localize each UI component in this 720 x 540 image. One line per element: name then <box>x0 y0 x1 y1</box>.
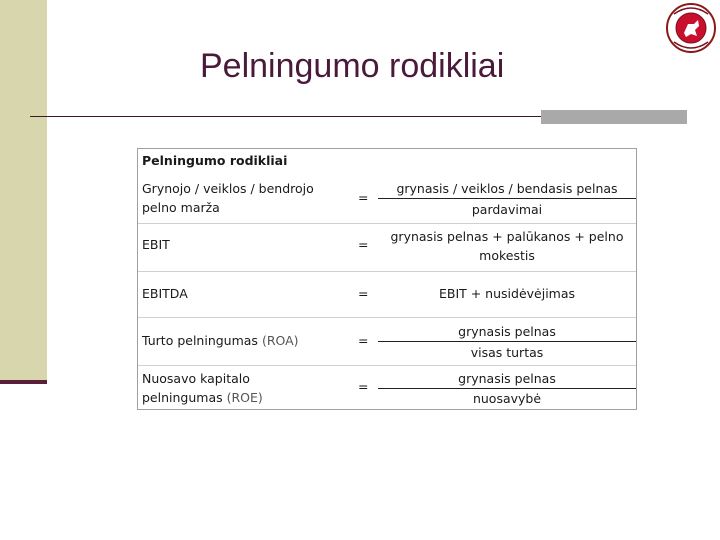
formula-denominator: nuosavybė <box>472 391 542 406</box>
left-accent-bar-foot <box>0 380 47 384</box>
row-name-roe-1: Nuosavo kapitalo <box>142 371 250 386</box>
equals-sign: = <box>358 333 369 348</box>
row-name-roa-label: Turto pelningumas <box>142 333 258 348</box>
fraction-line <box>378 341 636 342</box>
formula-numerator: grynasis / veiklos / bendasis pelnas <box>396 181 618 196</box>
row-name-roa <box>142 331 299 350</box>
row-divider <box>138 271 636 272</box>
left-accent-bar <box>0 0 47 380</box>
row-abbrev-roa: (ROA) <box>261 333 299 348</box>
formula-text: EBIT + nusidėvėjimas <box>438 286 576 301</box>
row-name-roe-2 <box>142 388 263 407</box>
fraction-line <box>378 198 636 199</box>
row-divider <box>138 365 636 366</box>
row-name-net-margin-1: Grynojo / veiklos / bendrojo <box>142 181 314 196</box>
slide-title: Pelningumo rodikliai <box>200 47 505 85</box>
row-divider <box>138 223 636 224</box>
ratios-table <box>137 148 637 410</box>
title-underline-accent <box>541 110 687 124</box>
formula-text: grynasis pelnas + palūkanos + pelno <box>390 229 624 244</box>
title-underline <box>30 116 542 117</box>
row-name-net-margin-2: pelno marža <box>142 200 220 215</box>
row-name-ebit: EBIT <box>142 237 170 252</box>
equals-sign: = <box>358 237 369 252</box>
row-name-roe-label: pelningumas <box>142 390 223 405</box>
equals-sign: = <box>358 190 369 205</box>
formula-denominator: visas turtas <box>470 345 544 360</box>
formula-numerator: grynasis pelnas <box>458 371 556 386</box>
formula-numerator: grynasis pelnas <box>458 324 556 339</box>
equals-sign: = <box>358 379 369 394</box>
formula-text-cont: mokestis <box>479 248 535 263</box>
row-abbrev-roe: (ROE) <box>226 390 263 405</box>
formula-denominator: pardavimai <box>471 202 543 217</box>
equals-sign: = <box>358 286 369 301</box>
row-divider <box>138 317 636 318</box>
university-seal-icon <box>664 0 718 56</box>
row-name-ebitda: EBITDA <box>142 286 188 301</box>
table-header: Pelningumo rodikliai <box>142 153 288 168</box>
